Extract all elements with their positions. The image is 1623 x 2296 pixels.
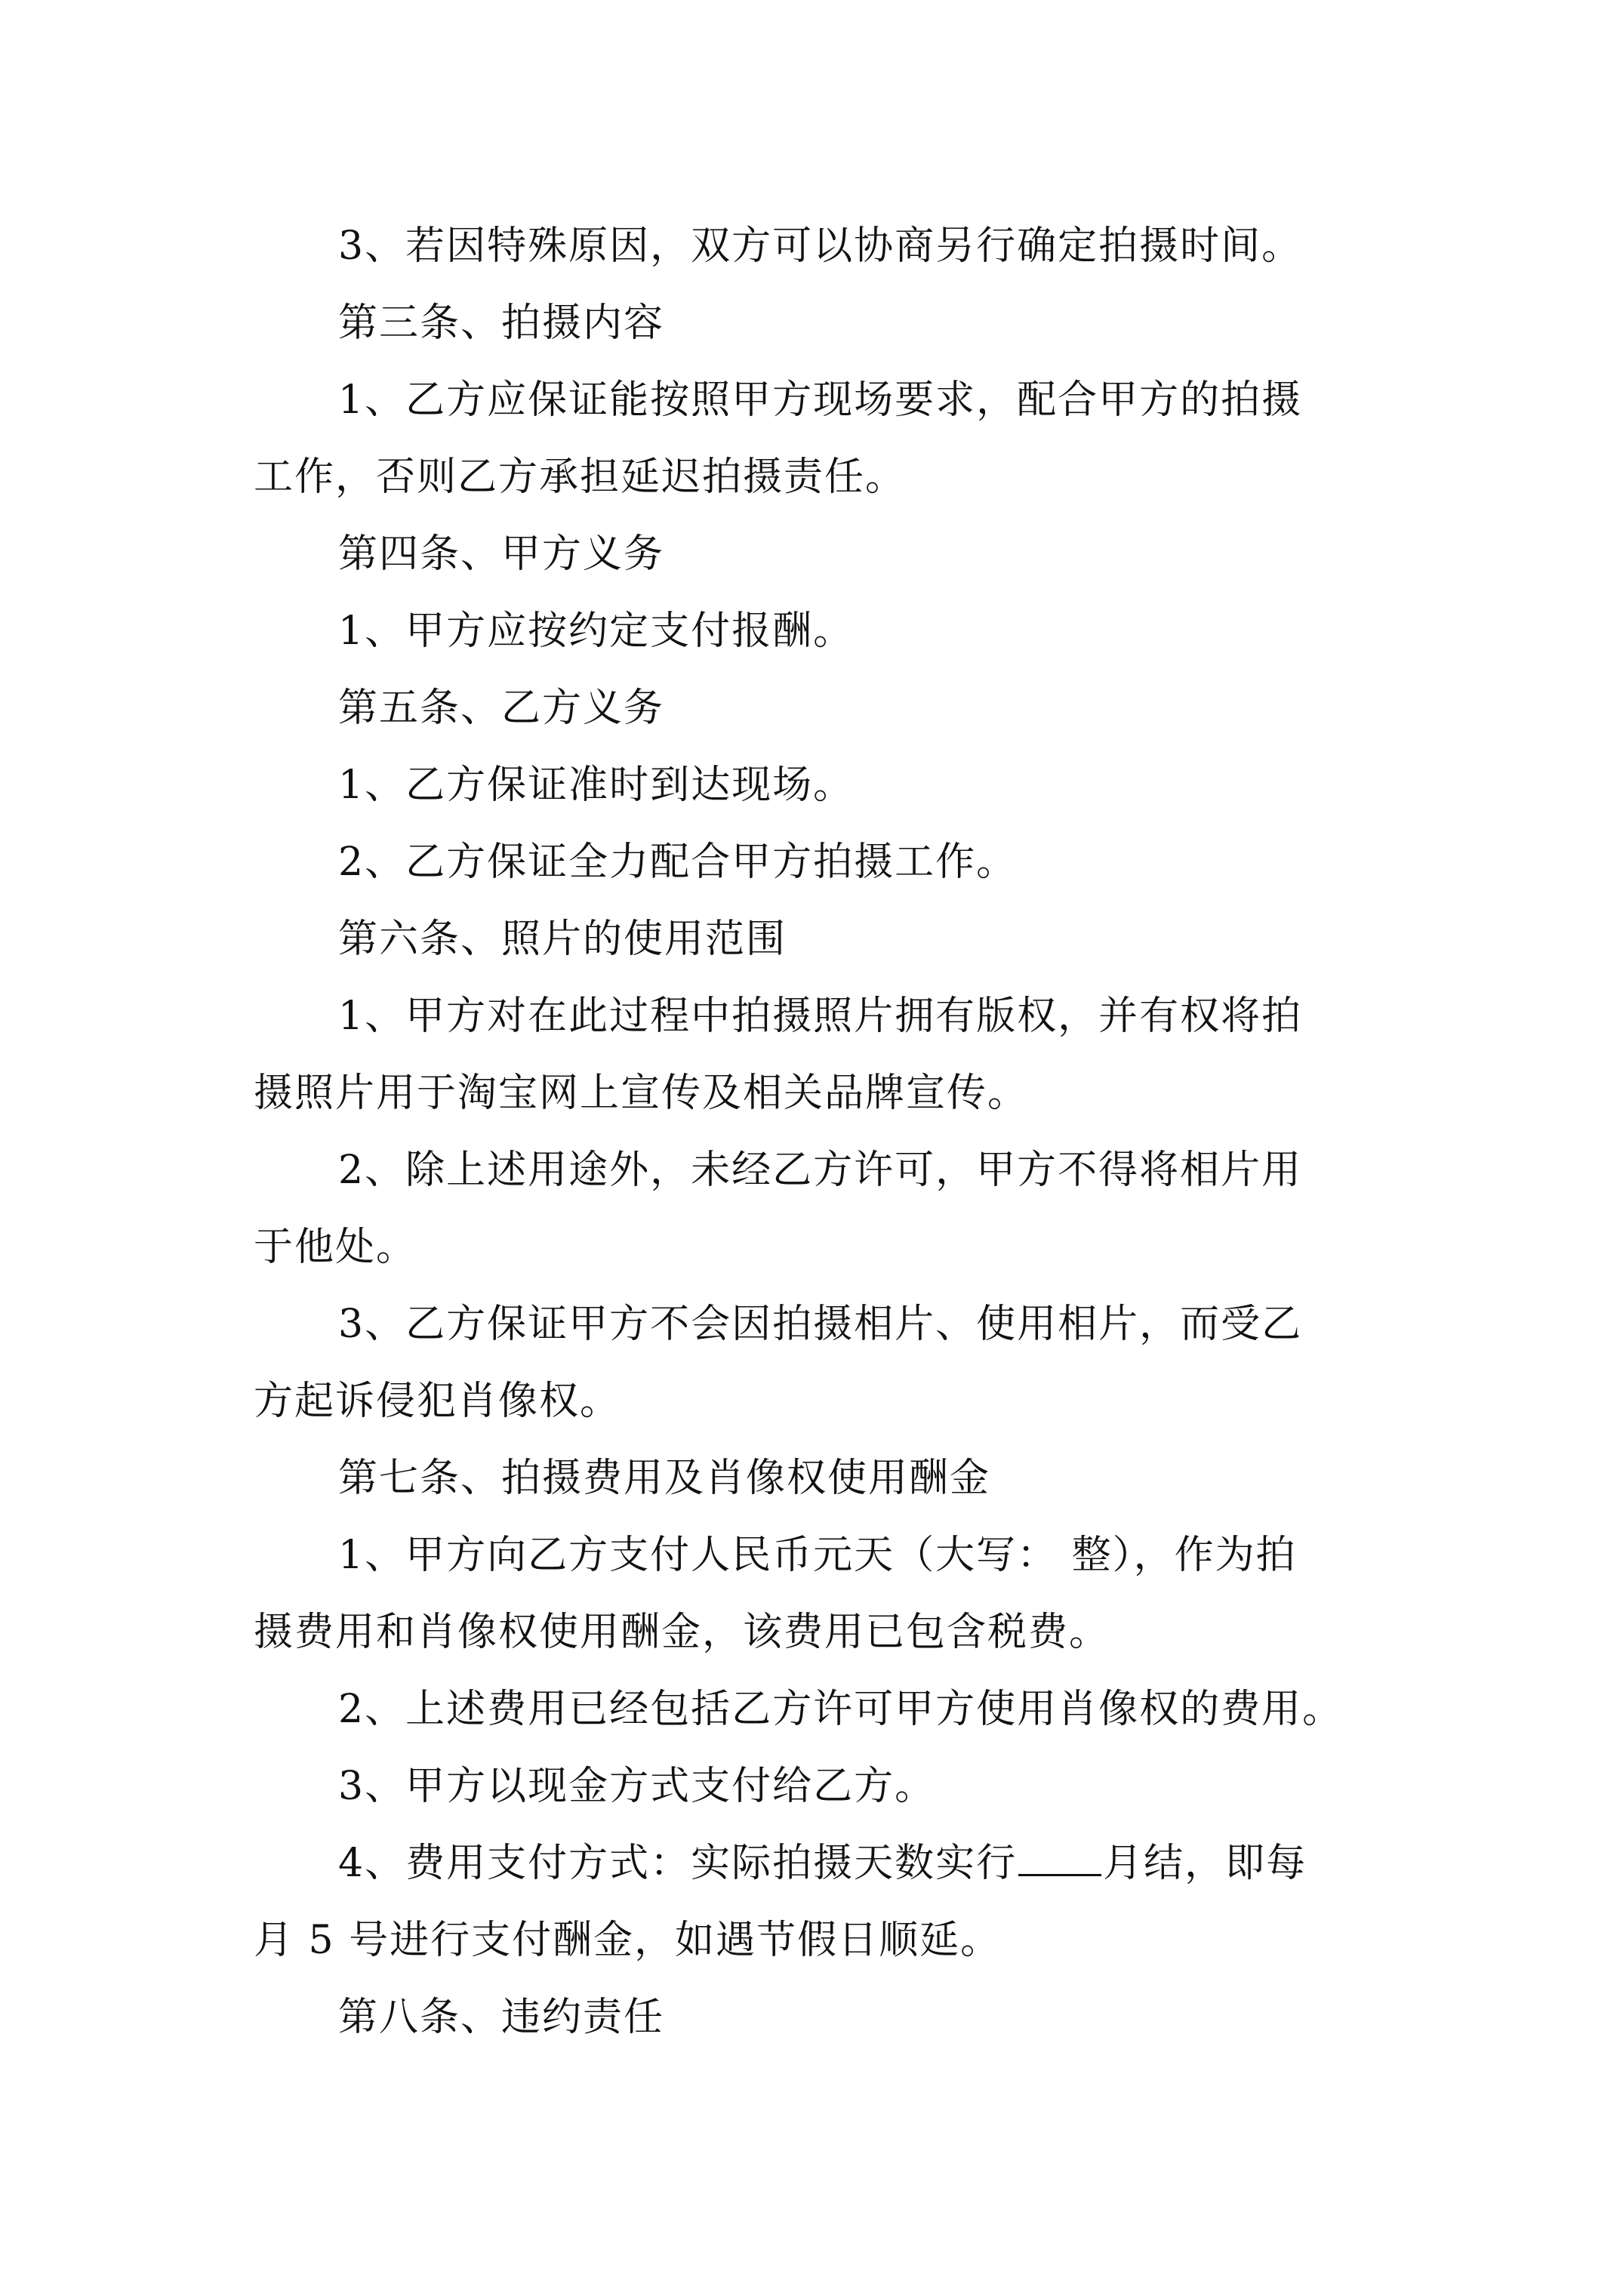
clause-5-item-2: 2、乙方保证全力配合甲方拍摄工作。 (338, 840, 1018, 885)
clause-3-item-1-line-2: 工作，否则乙方承担延迟拍摄责任。 (254, 455, 907, 500)
clause-7-item-4-line-1 (338, 1836, 1307, 1891)
fill-in-blank (1018, 1839, 1101, 1876)
clause-6-heading: 第六条、照片的使用范围 (338, 917, 787, 962)
clause-5-heading: 第五条、乙方义务 (338, 686, 665, 731)
clause-4-item-1: 1、甲方应按约定支付报酬。 (338, 609, 855, 654)
payment-method-text-end: 月结，即每 (1103, 1841, 1307, 1886)
clause-6-item-1-line-2: 摄照片用于淘宝网上宣传及相关品牌宣传。 (254, 1071, 1029, 1116)
payment-method-text: 4、费用支付方式：实际拍摄天数实行 (338, 1841, 1018, 1886)
clause-7-heading: 第七条、拍摄费用及肖像权使用酬金 (338, 1456, 991, 1501)
clause-8-heading: 第八条、违约责任 (338, 1995, 665, 2040)
clause-7-item-2: 2、上述费用已经包括乙方许可甲方使用肖像权的费用。 (338, 1687, 1344, 1732)
clause-6-item-2-line-2: 于他处。 (254, 1225, 417, 1270)
clause-3-heading: 第三条、拍摄内容 (338, 300, 665, 346)
clause-7-item-1-line-1: 1、甲方向乙方支付人民币元天（大写： 整），作为拍 (338, 1533, 1297, 1578)
clause-4-heading: 第四条、甲方义务 (338, 532, 665, 577)
clause-6-item-3-line-1: 3、乙方保证甲方不会因拍摄相片、使用相片，而受乙 (338, 1302, 1303, 1347)
clause-6-item-1-line-1: 1、甲方对在此过程中拍摄照片拥有版权，并有权将拍 (338, 994, 1303, 1039)
clause-5-item-1: 1、乙方保证准时到达现场。 (338, 763, 855, 808)
clause-3-item-1-line-1: 1、乙方应保证能按照甲方现场要求，配合甲方的拍摄 (338, 378, 1303, 423)
clause-6-item-2-line-1: 2、除上述用途外，未经乙方许可，甲方不得将相片用 (338, 1148, 1303, 1193)
clause-7-item-3: 3、甲方以现金方式支付给乙方。 (338, 1764, 936, 1809)
clause-7-item-1-line-2: 摄费用和肖像权使用酬金，该费用已包含税费。 (254, 1610, 1110, 1655)
clause-2-item-3: 3、若因特殊原因，双方可以协商另行确定拍摄时间。 (338, 223, 1303, 269)
clause-6-item-3-line-2: 方起诉侵犯肖像权。 (254, 1379, 621, 1424)
clause-7-item-4-line-2: 月 5 号进行支付酬金，如遇节假日顺延。 (254, 1918, 1002, 1963)
